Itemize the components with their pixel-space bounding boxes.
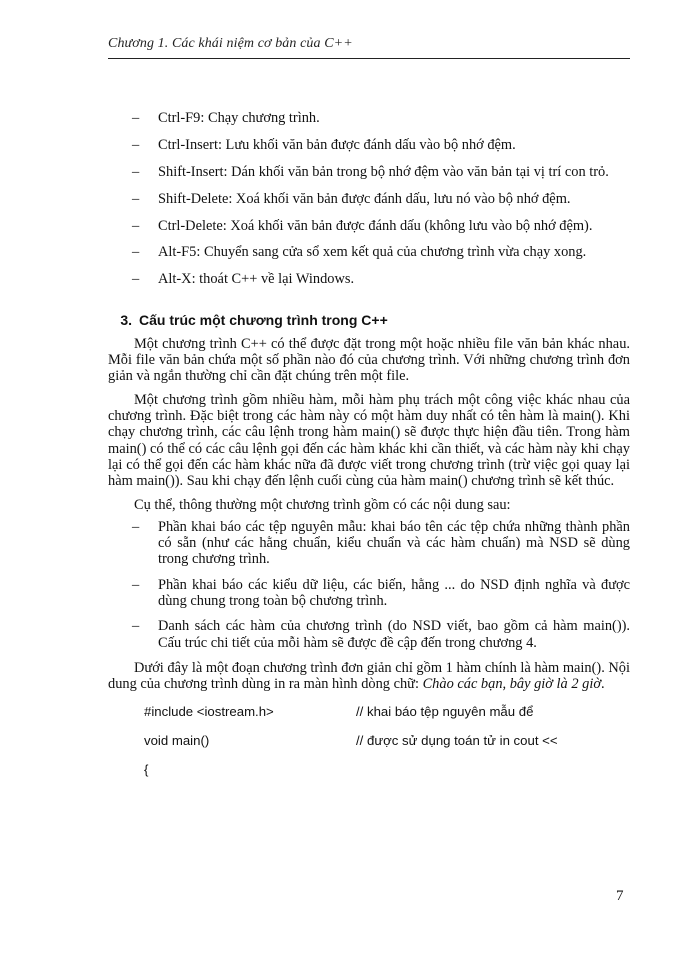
dash-marker: – (132, 576, 140, 593)
section-heading (108, 312, 630, 329)
example-output-text: Chào các bạn, bây giờ là 2 giờ (422, 676, 602, 693)
list-item: – Ctrl-Insert: Lưu khối văn bản được đánh dấu vào bộ nhớ đệm. (132, 136, 516, 153)
list-item: – Alt-X: thoát C++ về lại Windows. (132, 271, 355, 288)
code-line (144, 733, 630, 749)
running-header: Chương 1. Các khái niệm cơ bản của C++ (108, 36, 353, 51)
section-number: 3. (120, 311, 132, 328)
dash-marker: – (132, 190, 140, 207)
header-rule (108, 58, 630, 59)
paragraph: Một chương trình C++ có thể được đặt trong một hoặc nhiều file văn bản khác nhau. Mỗi file văn bản chứa một số phần nào đó của chương trình. Với những chương trình đơn giản và ngắn thường chỉ cần đặt chúng trên một file. (108, 335, 630, 385)
section-title: Cấu trúc một chương trình trong C++ (139, 311, 388, 328)
dash-marker: – (132, 136, 140, 153)
code-text: void main() (144, 733, 210, 749)
dash-marker: – (132, 244, 140, 261)
code-block (108, 704, 630, 778)
code-comment: // khai báo tệp nguyên mẫu để (356, 704, 534, 720)
dash-marker: – (132, 110, 140, 126)
list-item: – Alt-F5: Chuyển sang cửa sổ xem kết quả của chương trình vừa chạy xong. (132, 244, 587, 261)
code-text: { (144, 762, 149, 778)
list-item: – Phần khai báo các kiểu dữ liệu, các biến, hằng ... do NSD định nghĩa và được dùng chung trong toàn bộ chương trình. (132, 576, 630, 609)
dash-marker: – (132, 163, 140, 180)
dash-marker: – (132, 618, 140, 635)
example-intro-paragraph: Dưới đây là một đoạn chương trình đơn giản chỉ gồm 1 hàm chính là hàm main(). Nội dung của chương trình dùng in ra màn hình dòng chữ: Chào các bạn, bây giờ là 2 giờ. (108, 659, 630, 693)
content-list (108, 519, 630, 651)
paragraph: Một chương trình gồm nhiều hàm, mỗi hàm phụ trách một công việc khác nhau của chương trình. Đặc biệt trong các hàm này có một hàm duy nhất có tên hàm là main(). Khi chạy chương trình, các câu lệnh trong hàm main() sẽ được thực hiện đầu tiên. Trong hàm main() có thể có các câu lệnh gọi đến các hàm khác khi cần thiết, và các hàm này khi chạy lại có thể gọi đến các hàm khác nữa đã được viết trong chương trình (trừ việc gọi quay lại hàm main()). Sau khi chạy đến lệnh cuối cùng của hàm main() chương trình sẽ kết thúc. (108, 391, 630, 490)
code-line (144, 762, 630, 778)
page-number: 7 (616, 888, 624, 904)
code-text: #include <iostream.h> (144, 704, 274, 720)
list-item: – Shift-Insert: Dán khối văn bản trong bộ nhớ đệm vào văn bản tại vị trí con trỏ. (132, 163, 609, 180)
shortcut-list (108, 110, 630, 288)
dash-marker: – (132, 217, 140, 234)
paragraph: Cụ thể, thông thường một chương trình gồm có các nội dung sau: (134, 496, 511, 513)
list-item: – Shift-Delete: Xoá khối văn bản được đánh dấu, lưu nó vào bộ nhớ đệm. (132, 190, 571, 207)
list-item: – Phần khai báo các tệp nguyên mẫu: khai báo tên các tệp chứa những thành phần có sẵn (như các hằng chuẩn, kiểu chuẩn và các hàm chuẩn) mà NSD sẽ dùng trong chương trình. (132, 518, 630, 568)
code-line (144, 704, 630, 720)
dash-marker: – (132, 518, 140, 535)
list-item: – Ctrl-Delete: Xoá khối văn bản được đánh dấu (không lưu vào bộ nhớ đệm). (132, 217, 593, 234)
code-comment: // được sử dụng toán tử in cout << (356, 733, 558, 749)
dash-marker: – (132, 271, 140, 288)
page-content (108, 110, 630, 791)
list-item: – Ctrl-F9: Chạy chương trình. (132, 110, 320, 126)
list-item: – Danh sách các hàm của chương trình (do NSD viết, bao gồm cả hàm main()). Cấu trúc chi tiết của mỗi hàm sẽ được đề cập đến trong chương 4. (132, 618, 630, 651)
